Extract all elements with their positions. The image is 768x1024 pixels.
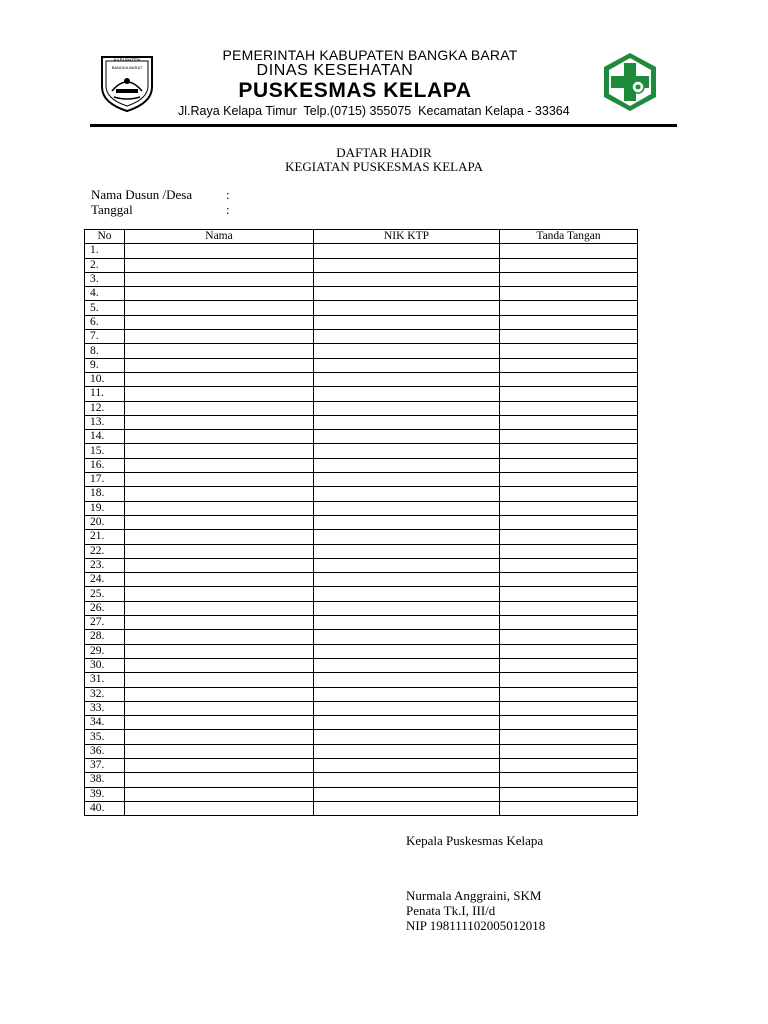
table-row bbox=[85, 658, 638, 672]
row-number: 30. bbox=[85, 658, 125, 672]
signature-cell[interactable] bbox=[500, 616, 638, 630]
nik-cell[interactable] bbox=[314, 744, 500, 758]
name-cell[interactable] bbox=[125, 601, 314, 615]
table-row bbox=[85, 644, 638, 658]
signature-cell[interactable] bbox=[500, 387, 638, 401]
table-row bbox=[85, 801, 638, 815]
signature-cell[interactable] bbox=[500, 801, 638, 815]
table-row bbox=[85, 601, 638, 615]
name-cell[interactable] bbox=[125, 630, 314, 644]
row-number: 14. bbox=[85, 430, 125, 444]
nik-cell[interactable] bbox=[314, 716, 500, 730]
signature-cell[interactable] bbox=[500, 315, 638, 329]
name-cell[interactable] bbox=[125, 644, 314, 658]
nik-cell[interactable] bbox=[314, 701, 500, 715]
signature-cell[interactable] bbox=[500, 744, 638, 758]
name-cell[interactable] bbox=[125, 501, 314, 515]
signature-cell[interactable] bbox=[500, 344, 638, 358]
table-row bbox=[85, 558, 638, 572]
regency-crest-icon bbox=[96, 53, 158, 113]
nik-cell[interactable] bbox=[314, 258, 500, 272]
table-row bbox=[85, 487, 638, 501]
signature-cell[interactable] bbox=[500, 372, 638, 386]
header-nama: Nama bbox=[125, 230, 314, 244]
row-number: 36. bbox=[85, 744, 125, 758]
table-row bbox=[85, 716, 638, 730]
nik-cell[interactable] bbox=[314, 372, 500, 386]
name-cell[interactable] bbox=[125, 458, 314, 472]
name-cell[interactable] bbox=[125, 372, 314, 386]
table-row bbox=[85, 701, 638, 715]
row-number: 39. bbox=[85, 787, 125, 801]
signature-cell[interactable] bbox=[500, 573, 638, 587]
table-row bbox=[85, 673, 638, 687]
signature-cell[interactable] bbox=[500, 430, 638, 444]
table-header-row bbox=[85, 230, 638, 244]
letterhead-department: DINAS KESEHATAN bbox=[256, 62, 414, 79]
row-number: 21. bbox=[85, 530, 125, 544]
name-cell[interactable] bbox=[125, 487, 314, 501]
row-number: 3. bbox=[85, 272, 125, 286]
name-cell[interactable] bbox=[125, 744, 314, 758]
desa-label: Nama Dusun /Desa bbox=[91, 187, 193, 202]
desa-colon: : bbox=[226, 187, 230, 202]
row-number: 9. bbox=[85, 358, 125, 372]
crest-text-arc: BANGKA BARAT bbox=[111, 65, 143, 70]
row-number: 31. bbox=[85, 673, 125, 687]
nik-cell[interactable] bbox=[314, 801, 500, 815]
signature-cell[interactable] bbox=[500, 358, 638, 372]
signature-cell[interactable] bbox=[500, 301, 638, 315]
signature-cell[interactable] bbox=[500, 558, 638, 572]
name-cell[interactable] bbox=[125, 801, 314, 815]
row-number: 6. bbox=[85, 315, 125, 329]
tanggal-label: Tanggal bbox=[91, 202, 133, 217]
row-number: 37. bbox=[85, 758, 125, 772]
name-cell[interactable] bbox=[125, 430, 314, 444]
table-row bbox=[85, 573, 638, 587]
table-row bbox=[85, 287, 638, 301]
signature-cell[interactable] bbox=[500, 701, 638, 715]
row-number: 8. bbox=[85, 344, 125, 358]
nik-cell[interactable] bbox=[314, 401, 500, 415]
table-row bbox=[85, 616, 638, 630]
nik-cell[interactable] bbox=[314, 415, 500, 429]
nik-cell[interactable] bbox=[314, 330, 500, 344]
row-number: 34. bbox=[85, 716, 125, 730]
nik-cell[interactable] bbox=[314, 773, 500, 787]
table-row bbox=[85, 387, 638, 401]
table-row bbox=[85, 444, 638, 458]
name-cell[interactable] bbox=[125, 773, 314, 787]
row-number: 10. bbox=[85, 372, 125, 386]
signature-cell[interactable] bbox=[500, 758, 638, 772]
row-number: 15. bbox=[85, 444, 125, 458]
name-cell[interactable] bbox=[125, 573, 314, 587]
name-cell[interactable] bbox=[125, 716, 314, 730]
row-number: 27. bbox=[85, 616, 125, 630]
table-row bbox=[85, 415, 638, 429]
name-cell[interactable] bbox=[125, 258, 314, 272]
nik-cell[interactable] bbox=[314, 458, 500, 472]
signature-cell[interactable] bbox=[500, 673, 638, 687]
signature-cell[interactable] bbox=[500, 687, 638, 701]
name-cell[interactable] bbox=[125, 687, 314, 701]
table-row bbox=[85, 587, 638, 601]
letterhead-government: PEMERINTAH KABUPATEN BANGKA BARAT bbox=[222, 47, 518, 63]
nik-cell[interactable] bbox=[314, 787, 500, 801]
name-cell[interactable] bbox=[125, 701, 314, 715]
nik-cell[interactable] bbox=[314, 630, 500, 644]
nik-cell[interactable] bbox=[314, 301, 500, 315]
table-row bbox=[85, 258, 638, 272]
table-row bbox=[85, 773, 638, 787]
signature-cell[interactable] bbox=[500, 272, 638, 286]
nik-cell[interactable] bbox=[314, 387, 500, 401]
nik-cell[interactable] bbox=[314, 501, 500, 515]
name-cell[interactable] bbox=[125, 387, 314, 401]
nik-cell[interactable] bbox=[314, 558, 500, 572]
table-row bbox=[85, 272, 638, 286]
signatory-rank: Penata Tk.I, III/d bbox=[406, 903, 496, 918]
nik-cell[interactable] bbox=[314, 587, 500, 601]
table-row bbox=[85, 430, 638, 444]
signature-cell[interactable] bbox=[500, 258, 638, 272]
nik-cell[interactable] bbox=[314, 358, 500, 372]
nik-cell[interactable] bbox=[314, 601, 500, 615]
signature-cell[interactable] bbox=[500, 415, 638, 429]
name-cell[interactable] bbox=[125, 315, 314, 329]
row-number: 38. bbox=[85, 773, 125, 787]
name-cell[interactable] bbox=[125, 658, 314, 672]
row-number: 32. bbox=[85, 687, 125, 701]
nik-cell[interactable] bbox=[314, 530, 500, 544]
row-number: 19. bbox=[85, 501, 125, 515]
signature-cell[interactable] bbox=[500, 330, 638, 344]
row-number: 33. bbox=[85, 701, 125, 715]
table-row bbox=[85, 315, 638, 329]
row-number: 26. bbox=[85, 601, 125, 615]
table-row bbox=[85, 630, 638, 644]
letterhead-divider bbox=[90, 124, 677, 127]
nik-cell[interactable] bbox=[314, 658, 500, 672]
signature-cell[interactable] bbox=[500, 515, 638, 529]
signature-cell[interactable] bbox=[500, 473, 638, 487]
nik-cell[interactable] bbox=[314, 573, 500, 587]
table-row bbox=[85, 401, 638, 415]
nik-cell[interactable] bbox=[314, 244, 500, 258]
nik-cell[interactable] bbox=[314, 272, 500, 286]
table-row bbox=[85, 687, 638, 701]
nik-cell[interactable] bbox=[314, 315, 500, 329]
puskesmas-cross-icon bbox=[600, 51, 660, 113]
row-number: 40. bbox=[85, 801, 125, 815]
table-row bbox=[85, 501, 638, 515]
name-cell[interactable] bbox=[125, 673, 314, 687]
crest-text-top: KABUPATEN bbox=[113, 57, 141, 63]
nik-cell[interactable] bbox=[314, 644, 500, 658]
name-cell[interactable] bbox=[125, 787, 314, 801]
table-row bbox=[85, 730, 638, 744]
row-number: 5. bbox=[85, 301, 125, 315]
row-number: 17. bbox=[85, 473, 125, 487]
nik-cell[interactable] bbox=[314, 444, 500, 458]
row-number: 35. bbox=[85, 730, 125, 744]
table-row bbox=[85, 358, 638, 372]
signature-cell[interactable] bbox=[500, 544, 638, 558]
name-cell[interactable] bbox=[125, 530, 314, 544]
letterhead-address: Jl.Raya Kelapa Timur Telp.(0715) 355075 Kecamatan Kelapa - 33364 bbox=[178, 104, 570, 118]
nik-cell[interactable] bbox=[314, 616, 500, 630]
signatory-name: Nurmala Anggraini, SKM bbox=[406, 888, 542, 903]
document-title: DAFTAR HADIR bbox=[336, 145, 432, 160]
name-cell[interactable] bbox=[125, 287, 314, 301]
table-row bbox=[85, 515, 638, 529]
attendance-table bbox=[84, 229, 638, 816]
name-cell[interactable] bbox=[125, 330, 314, 344]
nik-cell[interactable] bbox=[314, 344, 500, 358]
name-cell[interactable] bbox=[125, 558, 314, 572]
signature-cell[interactable] bbox=[500, 787, 638, 801]
name-cell[interactable] bbox=[125, 244, 314, 258]
name-cell[interactable] bbox=[125, 444, 314, 458]
nik-cell[interactable] bbox=[314, 487, 500, 501]
nik-cell[interactable] bbox=[314, 515, 500, 529]
row-number: 23. bbox=[85, 558, 125, 572]
signature-cell[interactable] bbox=[500, 458, 638, 472]
row-number: 2. bbox=[85, 258, 125, 272]
signature-cell[interactable] bbox=[500, 244, 638, 258]
table-row bbox=[85, 787, 638, 801]
signature-cell[interactable] bbox=[500, 587, 638, 601]
signature-cell[interactable] bbox=[500, 530, 638, 544]
signature-cell[interactable] bbox=[500, 658, 638, 672]
signature-cell[interactable] bbox=[500, 501, 638, 515]
row-number: 18. bbox=[85, 487, 125, 501]
nik-cell[interactable] bbox=[314, 544, 500, 558]
table-row bbox=[85, 473, 638, 487]
header-nik: NIK KTP bbox=[314, 230, 500, 244]
signature-cell[interactable] bbox=[500, 401, 638, 415]
name-cell[interactable] bbox=[125, 473, 314, 487]
row-number: 11. bbox=[85, 387, 125, 401]
signatory-nip: NIP 198111102005012018 bbox=[406, 918, 546, 933]
table-row bbox=[85, 301, 638, 315]
row-number: 25. bbox=[85, 587, 125, 601]
signature-cell[interactable] bbox=[500, 630, 638, 644]
table-row bbox=[85, 530, 638, 544]
name-cell[interactable] bbox=[125, 515, 314, 529]
name-cell[interactable] bbox=[125, 544, 314, 558]
signature-cell[interactable] bbox=[500, 487, 638, 501]
name-cell[interactable] bbox=[125, 272, 314, 286]
table-row bbox=[85, 344, 638, 358]
table-row bbox=[85, 544, 638, 558]
nik-cell[interactable] bbox=[314, 673, 500, 687]
row-number: 20. bbox=[85, 515, 125, 529]
nik-cell[interactable] bbox=[314, 473, 500, 487]
name-cell[interactable] bbox=[125, 616, 314, 630]
row-number: 28. bbox=[85, 630, 125, 644]
letterhead-institution: PUSKESMAS KELAPA bbox=[238, 79, 472, 102]
row-number: 24. bbox=[85, 573, 125, 587]
nik-cell[interactable] bbox=[314, 287, 500, 301]
signature-cell[interactable] bbox=[500, 601, 638, 615]
header-no: No bbox=[85, 230, 125, 244]
header-signature: Tanda Tangan bbox=[500, 230, 638, 244]
name-cell[interactable] bbox=[125, 358, 314, 372]
name-cell[interactable] bbox=[125, 730, 314, 744]
row-number: 13. bbox=[85, 415, 125, 429]
row-number: 1. bbox=[85, 244, 125, 258]
signature-cell[interactable] bbox=[500, 716, 638, 730]
signature-cell[interactable] bbox=[500, 644, 638, 658]
row-number: 12. bbox=[85, 401, 125, 415]
row-number: 16. bbox=[85, 458, 125, 472]
name-cell[interactable] bbox=[125, 344, 314, 358]
signature-cell[interactable] bbox=[500, 730, 638, 744]
tanggal-colon: : bbox=[226, 202, 230, 217]
document-subtitle: KEGIATAN PUSKESMAS KELAPA bbox=[285, 159, 483, 174]
nik-cell[interactable] bbox=[314, 687, 500, 701]
name-cell[interactable] bbox=[125, 758, 314, 772]
name-cell[interactable] bbox=[125, 587, 314, 601]
row-number: 22. bbox=[85, 544, 125, 558]
table-row bbox=[85, 330, 638, 344]
row-number: 7. bbox=[85, 330, 125, 344]
signature-cell[interactable] bbox=[500, 444, 638, 458]
name-cell[interactable] bbox=[125, 415, 314, 429]
signatory-role: Kepala Puskesmas Kelapa bbox=[406, 833, 544, 848]
nik-cell[interactable] bbox=[314, 730, 500, 744]
nik-cell[interactable] bbox=[314, 430, 500, 444]
signature-cell[interactable] bbox=[500, 287, 638, 301]
table-row bbox=[85, 744, 638, 758]
name-cell[interactable] bbox=[125, 301, 314, 315]
table-row bbox=[85, 244, 638, 258]
row-number: 4. bbox=[85, 287, 125, 301]
table-row bbox=[85, 372, 638, 386]
nik-cell[interactable] bbox=[314, 758, 500, 772]
table-row bbox=[85, 458, 638, 472]
signature-cell[interactable] bbox=[500, 773, 638, 787]
row-number: 29. bbox=[85, 644, 125, 658]
table-row bbox=[85, 758, 638, 772]
name-cell[interactable] bbox=[125, 401, 314, 415]
